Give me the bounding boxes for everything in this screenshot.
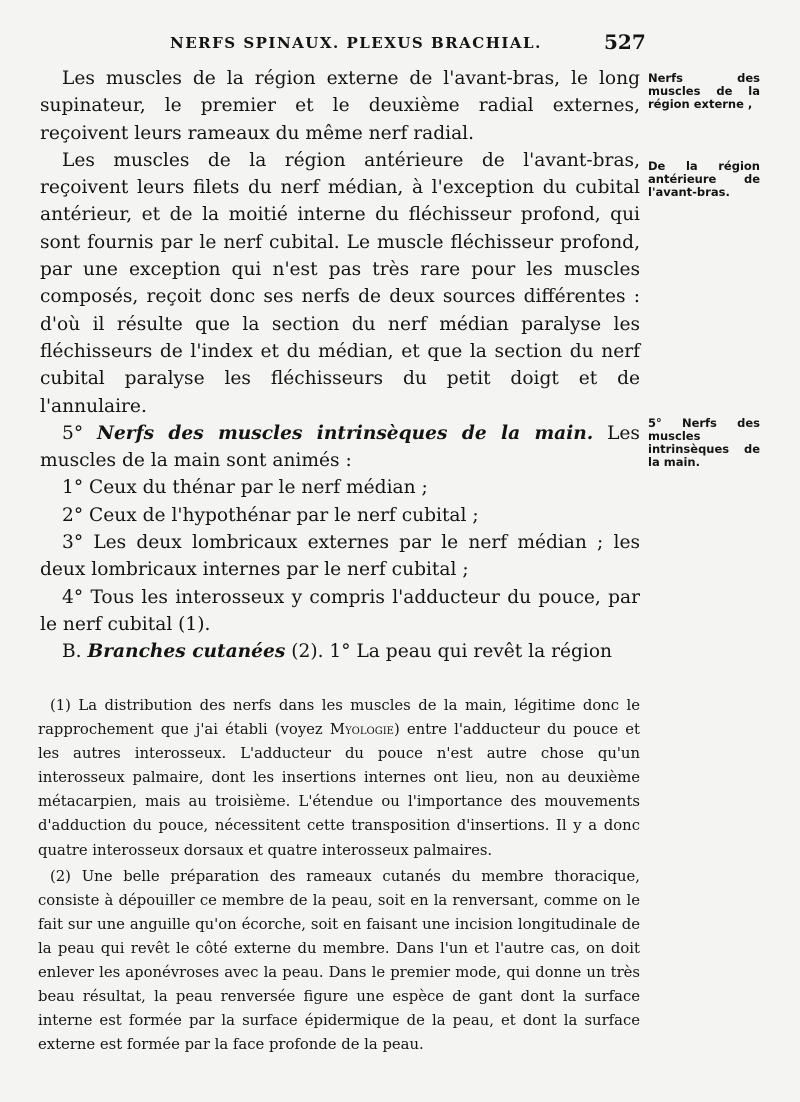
paragraph-hand-muscles bbox=[40, 420, 640, 475]
paragraph-anterior-region: Les muscles de la région antérieure de l'avant-bras, reçoivent leurs filets du nerf médian, à l'exception du cubital antérieur, et de la moitié interne du fléchisseur profond, qui sont fournis par le nerf cubital. Le muscle fléchisseur profond, par une exception qui n'est pas très rare pour les muscles composés, reçoit donc ses nerfs de deux sources différentes : d'où il résulte que la section du nerf médian paralyse les fléchisseurs de l'index et du médian, et que la section du nerf cubital paralyse les fléchisseurs du petit doigt et de l'annulaire. bbox=[40, 149, 640, 417]
section-letter: B. bbox=[62, 641, 82, 663]
sidenote-external-region: Nerfs des muscles de la région externe , bbox=[648, 71, 760, 111]
list-item-thenar: 1° Ceux du thénar par le nerf médian ; bbox=[62, 477, 428, 499]
sidenote-anterior-region: De la région antérieure de l'avant-bras. bbox=[648, 159, 760, 199]
main-text bbox=[40, 65, 640, 666]
footnote-2: (2) Une belle préparation des rameaux cutanés du membre thoracique, consiste à dépouiller ce membre de la peau, soit en la renversant, comme on le fait sur une anguille qu'on écorche, soit en faisant une incision longitudinale de la peau qui revêt le côté externe du membre. Dans l'un et l'autre cas, on doit enlever les aponévroses avec la peau. Dans le premier mode, qui donne un très beau résultat, la peau renversée figure une espèce de gant dont la surface interne est formée par la surface épidermique de la peau, et dont la surface externe est formée par la face profonde de la peau. bbox=[38, 867, 640, 1054]
paragraph-external-region: Les muscles de la région externe de l'avant-bras, le long supinateur, le premier et le deuxième radial externes, reçoivent leurs rameaux du même nerf radial. bbox=[40, 68, 640, 144]
section-number: 5° bbox=[62, 422, 84, 444]
footnotes bbox=[38, 694, 640, 1057]
section-heading-hand-muscles: Nerfs des muscles intrinsèques de la main. bbox=[96, 422, 594, 444]
section-text: (2). 1° La peau qui revêt la région bbox=[291, 641, 613, 663]
page-number: 527 bbox=[604, 30, 646, 54]
section-text: Les muscles de la main sont animés : bbox=[40, 422, 640, 472]
list-item-interossei: 4° Tous les interosseux y compris l'adducteur du pouce, par le nerf cubital (1). bbox=[40, 586, 640, 635]
section-heading-cutaneous: Branches cutanées bbox=[87, 641, 286, 663]
footnote-1 bbox=[38, 694, 640, 863]
footnote-1-text-start: (1) La distribution des nerfs dans les muscles de la main, légitime donc le rapprochement que j'ai établi (voyez bbox=[38, 697, 640, 739]
running-head: NERFS SPINAUX. PLEXUS BRACHIAL. bbox=[170, 34, 542, 52]
list-item-lumbricals: 3° Les deux lombricaux externes par le nerf médian ; les deux lombricaux internes par le nerf cubital ; bbox=[40, 532, 640, 581]
footnote-1-text-end: ) entre l'adducteur du pouce et les autres interosseux. L'adducteur du pouce n'est autre chose qu'un interosseux palmaire, dont les insertions internes ont lieu, non au deuxième métacarpien, mais au troisième. L'étendue ou l'importance des mouvements d'adduction du pouce, nécessitent cette transposition d'insertions. Il y a donc quatre interosseux dorsaux et quatre interosseux palmaires. bbox=[38, 721, 640, 859]
footnote-1-reference: Myologie bbox=[329, 721, 394, 739]
sidenote-hand-muscles: 5° Nerfs des muscles intrinsèques de la main. bbox=[648, 416, 760, 469]
paragraph-cutaneous-branches bbox=[40, 638, 640, 665]
list-item-hypothenar: 2° Ceux de l'hypothénar par le nerf cubital ; bbox=[62, 504, 479, 526]
